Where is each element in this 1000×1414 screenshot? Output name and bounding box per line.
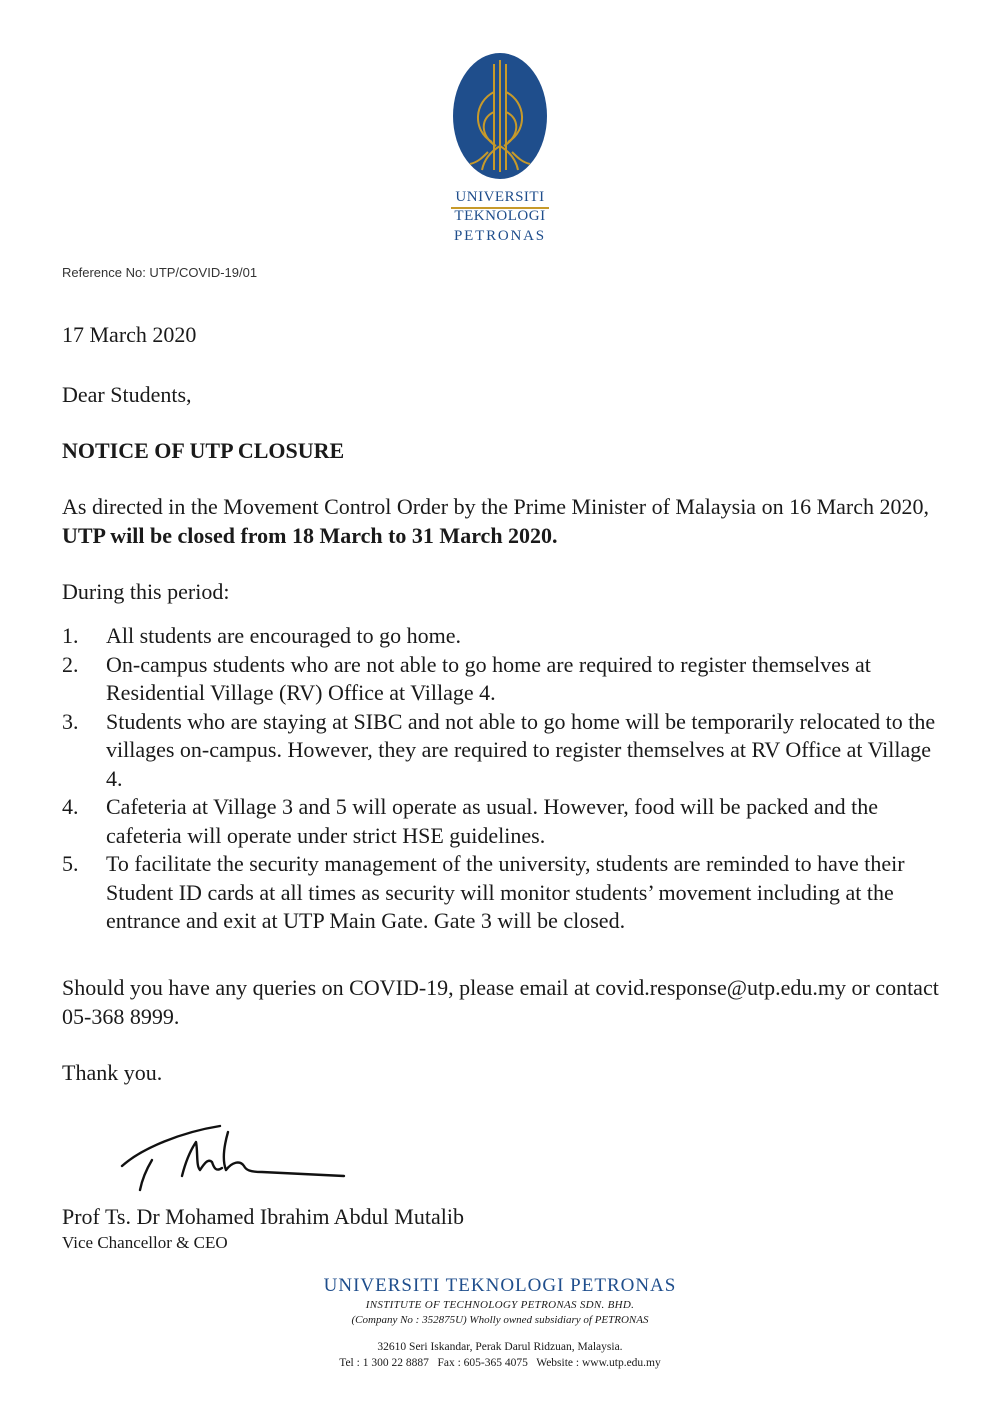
closing-line: Thank you. [62,1060,163,1085]
intro-text: As directed in the Movement Control Order by the Prime Minister of Malaysia on 16 March 2020, [62,494,929,519]
list-item-text: Cafeteria at Village 3 and 5 will operate as usual. However, food will be packed and the cafeteria will operate under strict HSE guidelines. [106,794,879,848]
list-item-number: 3. [62,708,79,734]
list-item-number: 4. [62,794,79,819]
signer-name: Prof Ts. Dr Mohamed Ibrahim Abdul Mutalib [62,1204,464,1229]
notice-title: NOTICE OF UTP CLOSURE [62,438,345,463]
footer-company: (Company No : 352875U) Wholly owned subsidiary of PETRONAS [351,1314,649,1326]
list-item-text: All students are encouraged to go home. [106,623,461,648]
letter-date: 17 March 2020 [62,322,197,347]
logo-text-petronas: PETRONAS [454,228,546,244]
signature [112,1118,352,1203]
list-item-number: 5. [62,851,79,876]
list-item-text: Students who are staying at SIBC and not able to go home will be temporarily relocated to the villages on-campus. However, they are required to register themselves at RV Office at Village 4. [106,708,936,791]
period-label: During this period: [62,579,230,604]
signer-role: Vice Chancellor & CEO [62,1233,228,1252]
intro-paragraph [62,492,942,550]
queries-paragraph: Should you have any queries on COVID-19, please email at covid.response@utp.edu.my or contact 05-368 8999. [62,975,939,1029]
list-item [62,708,942,794]
utp-emblem-icon [452,52,548,180]
list-item [62,793,942,850]
utp-logo [0,52,1000,180]
list-item-text: On-campus students who are not able to go home are required to register themselves at Residential Village (RV) Office at Village 4. [106,651,871,705]
footer-university-name: UNIVERSITI TEKNOLOGI PETRONAS [323,1275,677,1296]
list-item [62,651,942,708]
salutation: Dear Students, [62,382,192,407]
instruction-list [62,622,942,936]
list-item-number: 2. [62,651,79,677]
list-item [62,622,942,651]
footer-address: 32610 Seri Iskandar, Perak Darul Ridzuan, Malaysia. [377,1341,623,1353]
footer-contact: Tel : 1 300 22 8887 Fax : 605-365 4075 Website : www.utp.edu.my [339,1357,661,1369]
signature-icon [112,1118,352,1198]
list-item-number: 1. [62,623,79,648]
footer-institute: INSTITUTE OF TECHNOLOGY PETRONAS SDN. BHD. [365,1299,635,1311]
intro-closure-dates: UTP will be closed from 18 March to 31 March 2020. [62,523,558,548]
logo-text-teknologi: TEKNOLOGI [454,208,546,224]
reference-number: Reference No: UTP/COVID-19/01 [62,265,258,280]
logo-text-universiti: UNIVERSITI [455,189,545,205]
list-item [62,850,942,936]
list-item-text: To facilitate the security management of the university, students are reminded to have their Student ID cards at all times as security will monitor students’ movement including at the entrance and exit at UTP Main Gate. Gate 3 will be closed. [106,851,905,933]
